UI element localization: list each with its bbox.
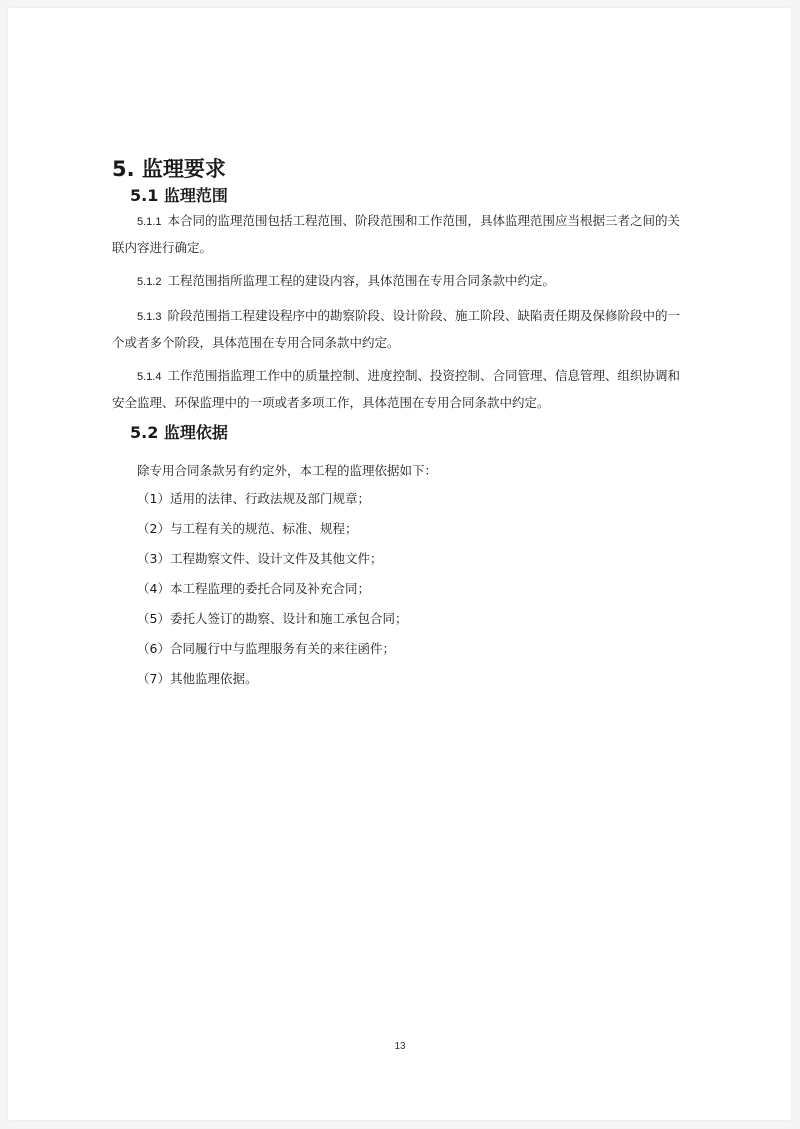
clause-5-1-4 [112,363,682,415]
list-item: （5）委托人签订的勘察、设计和施工承包合同； [137,611,408,626]
basis-list [112,489,682,689]
list-item: （7）其他监理依据。 [137,671,258,686]
list-item: （3）工程勘察文件、设计文件及其他文件； [137,551,383,566]
clause-text: 阶段范围指工程建设程序中的勘察阶段、设计阶段、施工阶段、缺陷责任期及保修阶段中的一个或者多个阶段，具体范围在专用合同条款中约定。 [112,308,680,350]
list-item: （1）适用的法律、行政法规及部门规章； [137,491,370,506]
list-item: （2）与工程有关的规范、标准、规程； [137,521,358,536]
subsection-title-5-1: 5.1 监理范围 [130,186,228,205]
clause-5-1-3 [112,303,682,355]
page-number: 13 [394,1041,406,1052]
clause-number: 5.1.2 [137,276,162,288]
clause-text: 工作范围指监理工作中的质量控制、进度控制、投资控制、合同管理、信息管理、组织协调和安全监理、环保监理中的一项或者多项工作，具体范围在专用合同条款中约定。 [112,368,680,410]
clause-5-1-2 [112,268,682,295]
clause-number: 5.1.3 [137,311,162,323]
section-title: 5. 监理要求 [112,157,226,181]
clause-number: 5.1.1 [137,216,162,228]
clause-text: 工程范围指所监理工程的建设内容，具体范围在专用合同条款中约定。 [167,273,555,288]
clause-text: 本合同的监理范围包括工程范围、阶段范围和工作范围，具体监理范围应当根据三者之间的关联内容进行确定。 [112,213,680,255]
document-content [112,150,682,699]
clause-5-1-1 [112,208,682,260]
list-item: （4）本工程监理的委托合同及补充合同； [137,581,370,596]
basis-intro: 除专用合同条款另有约定外，本工程的监理依据如下： [137,463,438,478]
subsection-title-5-2: 5.2 监理依据 [130,423,228,442]
list-item: （6）合同履行中与监理服务有关的来往函件； [137,641,395,656]
clause-number: 5.1.4 [137,371,162,383]
